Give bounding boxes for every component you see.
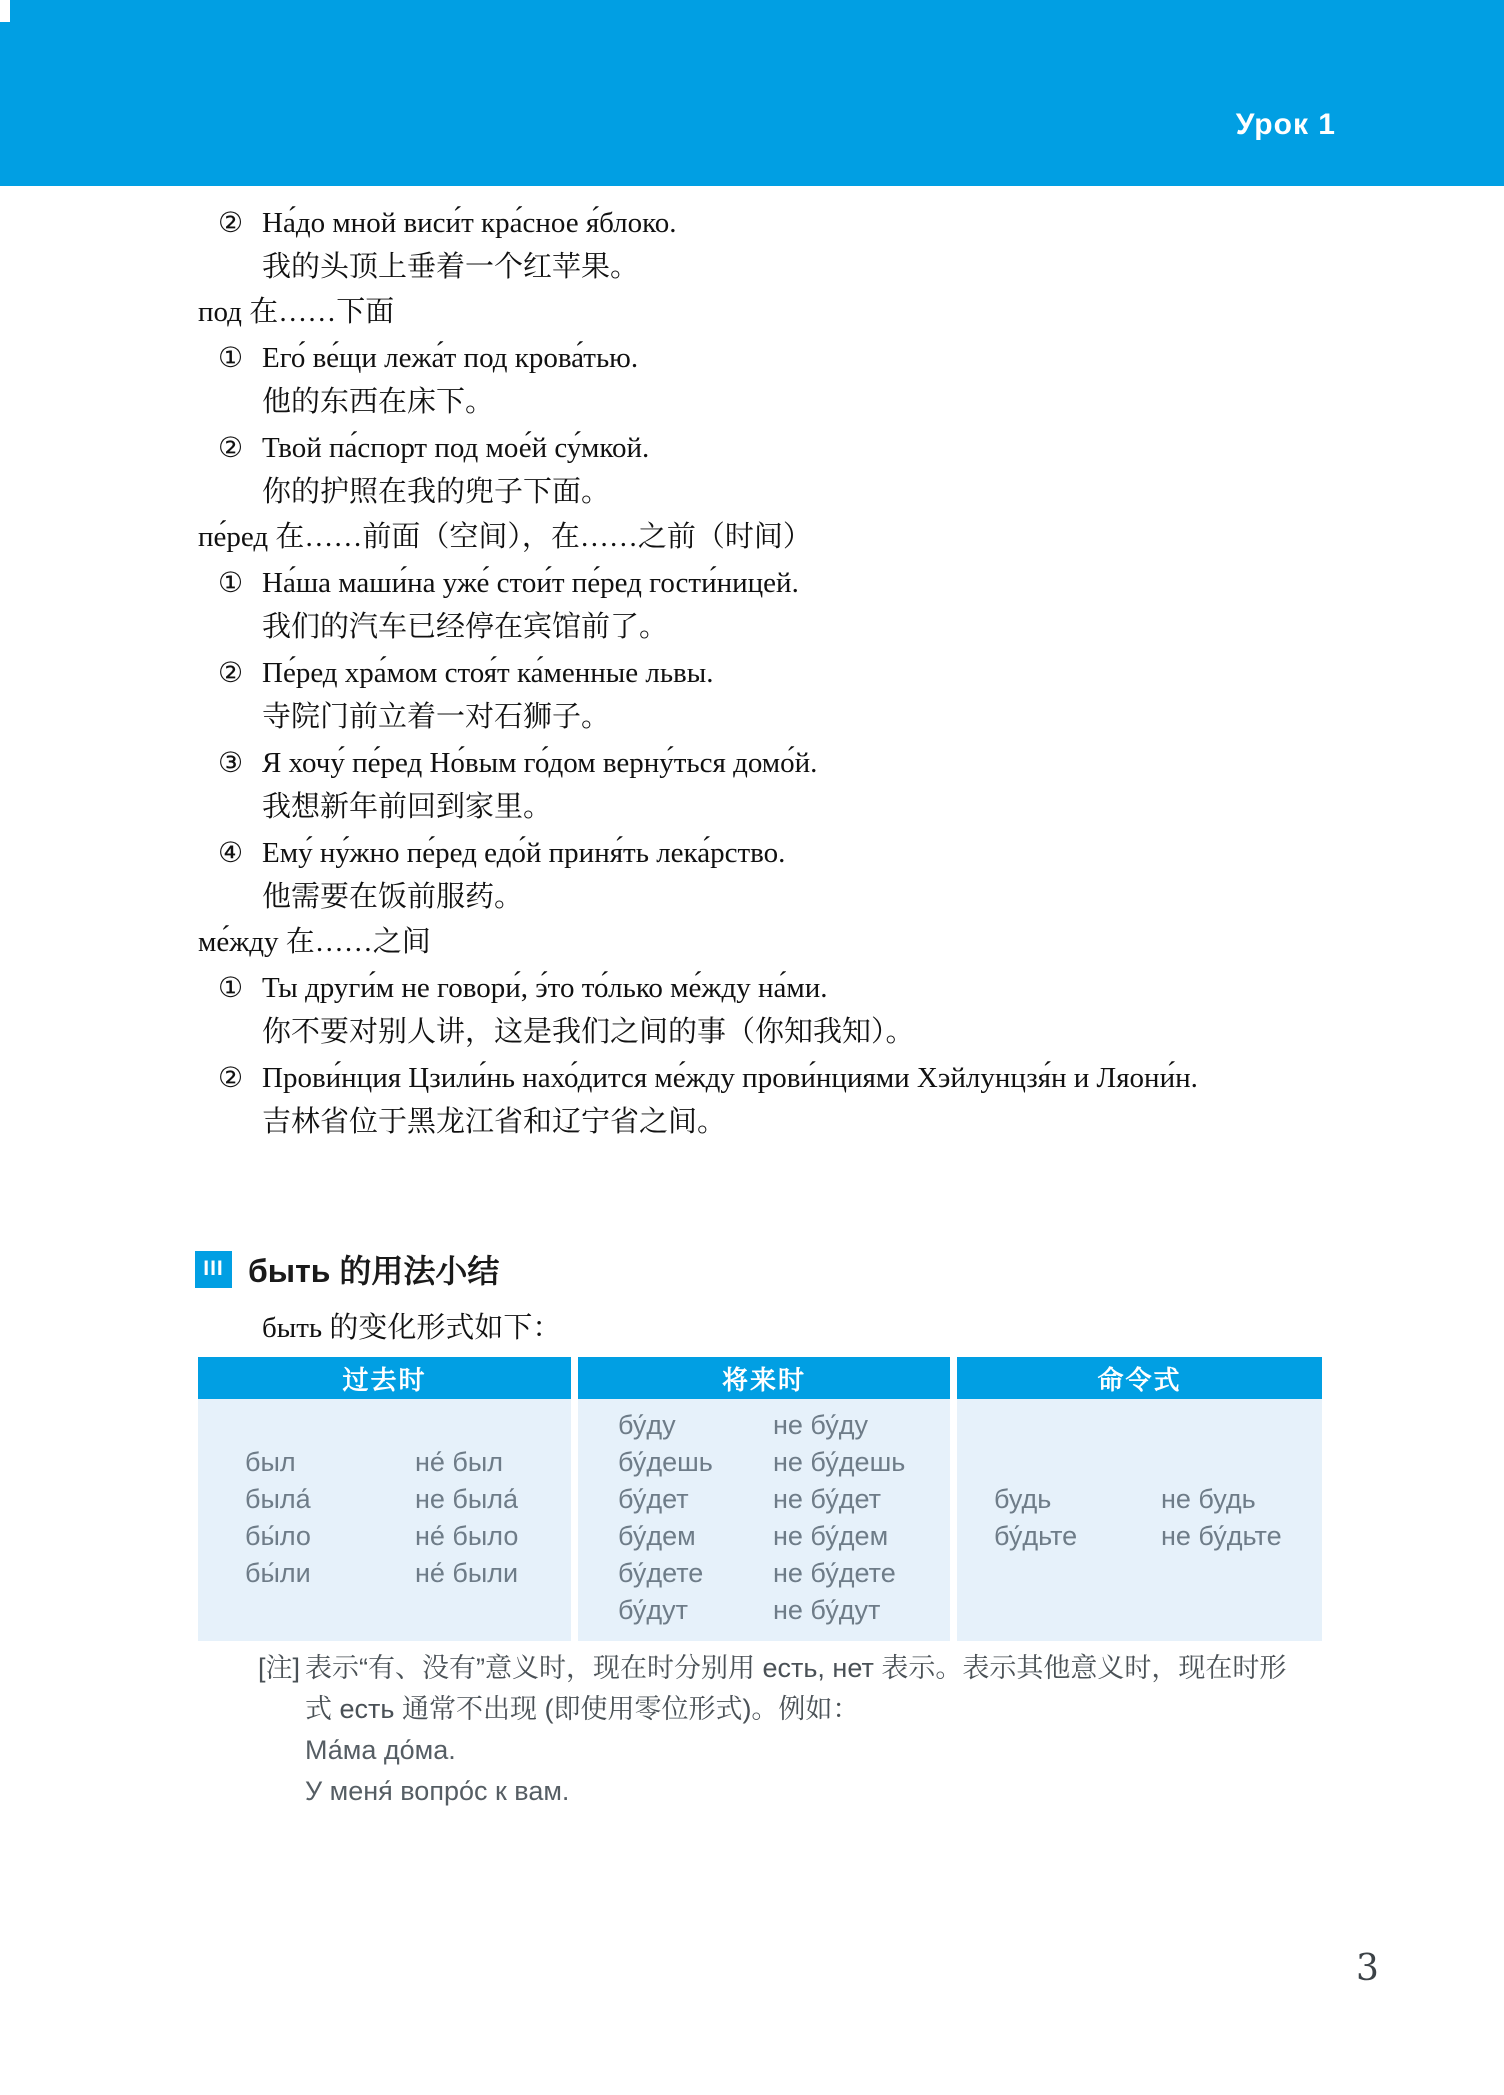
circled-number: ②: [218, 1061, 244, 1094]
form-affirmative: бу́дет: [618, 1484, 689, 1514]
conjugation-table: [198, 1357, 1322, 1641]
circled-number: ①: [218, 971, 244, 1004]
form-negative: не́ были: [415, 1558, 519, 1588]
examples-block: [198, 200, 1378, 1145]
form-affirmative: будь: [994, 1484, 1052, 1514]
table-row: [578, 1592, 950, 1629]
table-row: [198, 1444, 571, 1481]
column-body-past: [198, 1399, 571, 1641]
chinese-translation: 我的头顶上垂着一个红苹果。: [262, 251, 640, 283]
form-negative: не будь: [1161, 1484, 1256, 1514]
column-header-imperative: 命令式: [957, 1357, 1322, 1399]
chinese-translation: 我想新年前回到家里。: [262, 791, 553, 823]
example-line: [198, 335, 1378, 380]
table-row: [578, 1444, 950, 1481]
russian-text: Пе́ред хра́мом стоя́т ка́менные львы.: [262, 657, 714, 689]
page-number: 3: [1356, 1948, 1379, 1989]
form-affirmative: бы́ло: [245, 1521, 311, 1551]
column-header-future: 将来时: [578, 1357, 950, 1399]
form-negative: не была́: [415, 1484, 519, 1514]
scan-notch: [0, 0, 10, 22]
section-heading: [195, 1246, 499, 1292]
table-column-imperative: [957, 1357, 1322, 1641]
column-header-past: 过去时: [198, 1357, 571, 1399]
form-negative: не бу́ду: [773, 1410, 869, 1440]
circled-number: ④: [218, 836, 244, 869]
table-row: [957, 1481, 1322, 1518]
form-affirmative: была́: [245, 1484, 311, 1514]
russian-text: На́ша маши́на уже́ стои́т пе́ред гости́ницей.: [262, 567, 799, 599]
table-column-future: [578, 1357, 950, 1641]
example-line: [198, 830, 1378, 875]
example-line: [198, 650, 1378, 695]
table-row: [578, 1481, 950, 1518]
form-affirmative: бу́ду: [618, 1410, 676, 1440]
note-example: Ма́ма до́ма.: [305, 1735, 456, 1765]
example-line: [198, 200, 1378, 245]
russian-text: Твой па́спорт под мое́й су́мкой.: [262, 432, 650, 464]
form-affirmative: бу́дьте: [994, 1521, 1078, 1551]
chinese-translation: 他的东西在床下。: [262, 386, 495, 418]
table-row: [578, 1555, 950, 1592]
note-label: [注]: [258, 1653, 301, 1683]
table-row: [198, 1555, 571, 1592]
table-row: [198, 1407, 571, 1444]
russian-text: На́до мной виси́т кра́сное я́блоко.: [262, 207, 677, 239]
example-line: [198, 740, 1378, 785]
russian-text: Ты други́м не говори́, э́то то́лько ме́жду на́ми.: [262, 972, 828, 1004]
form-negative: не́ был: [415, 1447, 504, 1477]
column-body-imperative: [957, 1399, 1322, 1641]
table-row: [957, 1555, 1322, 1592]
chinese-translation: 你不要对别人讲，这是我们之间的事（你知我知）。: [262, 1016, 915, 1048]
circled-number: ②: [218, 206, 244, 239]
note-example: У меня́ вопро́с к вам.: [305, 1776, 570, 1806]
russian-text: Прови́нция Цзили́нь нахо́дится ме́жду прови́нциями Хэйлунцзя́н и Ляони́н.: [262, 1062, 1198, 1094]
chinese-translation: 你的护照在我的兜子下面。: [262, 476, 611, 508]
preposition-rule: пе́ред 在……前面（空间），在……之前（时间）: [198, 521, 812, 553]
preposition-rule: под 在……下面: [198, 296, 395, 328]
section-numeral-badge: III: [195, 1251, 232, 1288]
table-row: [198, 1592, 571, 1629]
circled-number: ①: [218, 566, 244, 599]
table-row: [957, 1444, 1322, 1481]
header-band: [0, 0, 1504, 186]
form-negative: не бу́дет: [773, 1484, 882, 1514]
table-row: [578, 1518, 950, 1555]
note-line: [258, 1648, 1348, 1689]
form-affirmative: бы́ли: [245, 1558, 311, 1588]
chinese-translation: 我们的汽车已经停在宾馆前了。: [262, 611, 669, 643]
form-affirmative: бу́дем: [618, 1521, 696, 1551]
example-line: [198, 425, 1378, 470]
example-line: [198, 560, 1378, 605]
chinese-translation: 吉林省位于黑龙江省和辽宁省之间。: [262, 1106, 727, 1138]
table-row: [198, 1518, 571, 1555]
chinese-translation: 他需要在饭前服药。: [262, 881, 524, 913]
lesson-label: Урок 1: [1235, 108, 1336, 141]
note-block: [258, 1648, 1348, 1812]
note-text: 表示“有、没有”意义时，现在时分别用 есть, нет 表示。表示其他意义时，现在时形: [305, 1653, 1287, 1683]
russian-text: Его́ ве́щи лежа́т под крова́тью.: [262, 342, 639, 374]
form-affirmative: бу́дете: [618, 1558, 704, 1588]
form-negative: не бу́дете: [773, 1558, 896, 1588]
note-line: 式 есть 通常不出现 (即使用零位形式)。例如：: [305, 1694, 860, 1724]
preposition-rule: ме́жду 在……之间: [198, 926, 431, 958]
form-affirmative: был: [245, 1447, 296, 1477]
table-row: [578, 1407, 950, 1444]
section-title: быть 的用法小结: [248, 1253, 500, 1289]
table-row: [198, 1481, 571, 1518]
circled-number: ③: [218, 746, 244, 779]
column-body-future: [578, 1399, 950, 1641]
circled-number: ①: [218, 341, 244, 374]
form-negative: не бу́дут: [773, 1595, 881, 1625]
form-negative: не́ было: [415, 1521, 519, 1551]
table-row: [957, 1592, 1322, 1629]
russian-text: Ему́ ну́жно пе́ред едо́й приня́ть лека́рство.: [262, 837, 786, 869]
form-affirmative: бу́дут: [618, 1595, 688, 1625]
form-negative: не бу́дешь: [773, 1447, 906, 1477]
form-affirmative: бу́дешь: [618, 1447, 713, 1477]
circled-number: ②: [218, 656, 244, 689]
form-negative: не бу́дем: [773, 1521, 889, 1551]
table-row: [957, 1407, 1322, 1444]
table-column-past: [198, 1357, 571, 1641]
chinese-translation: 寺院门前立着一对石狮子。: [262, 701, 611, 733]
example-line: [198, 965, 1378, 1010]
circled-number: ②: [218, 431, 244, 464]
russian-text: Я хочу́ пе́ред Но́вым го́дом верну́ться домо́й.: [262, 747, 818, 779]
form-negative: не бу́дьте: [1161, 1521, 1282, 1551]
table-intro: быть 的变化形式如下：: [262, 1312, 562, 1344]
table-row: [957, 1518, 1322, 1555]
example-line: [198, 1055, 1378, 1100]
